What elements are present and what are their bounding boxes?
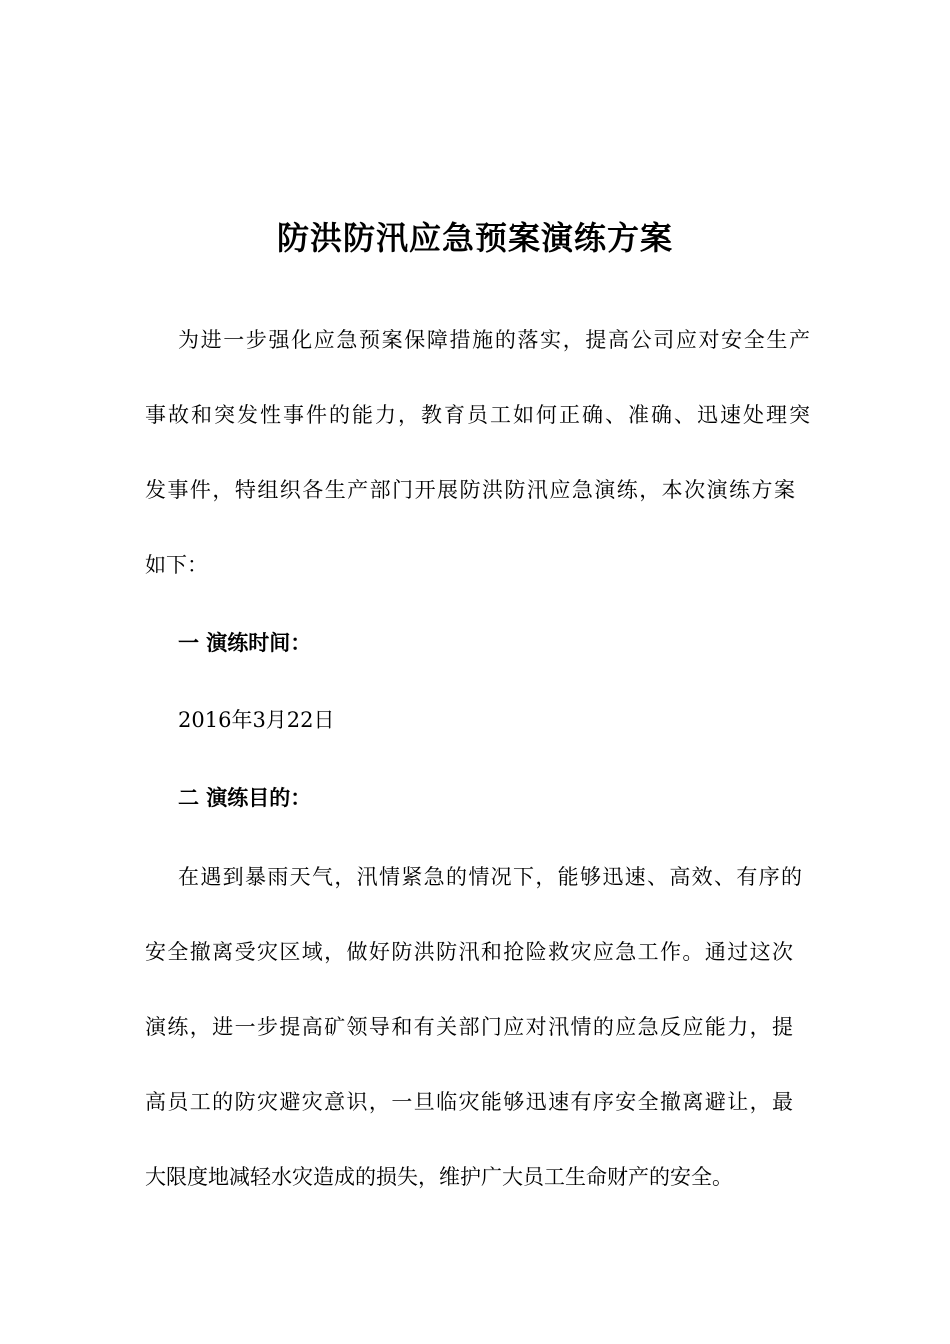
intro-line-3: 发事件，特组织各生产部门开展防洪防汛应急演练，本次演练方案 <box>145 478 795 502</box>
section2-line-2: 安全撤离受灾区域，做好防洪防汛和抢险救灾应急工作。通过这次 <box>145 940 793 964</box>
section2-line-5: 大限度地减轻水灾造成的损失，维护广大员工生命财产的安全。 <box>145 1165 733 1189</box>
intro-line-4: 如下： <box>145 553 208 577</box>
section2-heading: 二 演练目的： <box>178 785 312 810</box>
section1-heading: 一 演练时间： <box>178 630 312 655</box>
section1-content: 2016年3月22日 <box>178 708 335 732</box>
document-title: 防洪防汛应急预案演练方案 <box>276 219 673 257</box>
section2-line-3: 演练，进一步提高矿领导和有关部门应对汛情的应急反应能力，提 <box>145 1015 793 1039</box>
section2-line-1: 在遇到暴雨天气，汛情紧急的情况下，能够迅速、高效、有序的 <box>178 865 802 889</box>
intro-line-1: 为进一步强化应急预案保障措施的落实，提高公司应对安全生产 <box>178 328 810 352</box>
section2-line-4: 高员工的防灾避灾意识，一旦临灾能够迅速有序安全撤离避让，最 <box>145 1090 793 1114</box>
intro-line-2: 事故和突发性事件的能力，教育员工如何正确、准确、迅速处理突 <box>145 403 810 427</box>
